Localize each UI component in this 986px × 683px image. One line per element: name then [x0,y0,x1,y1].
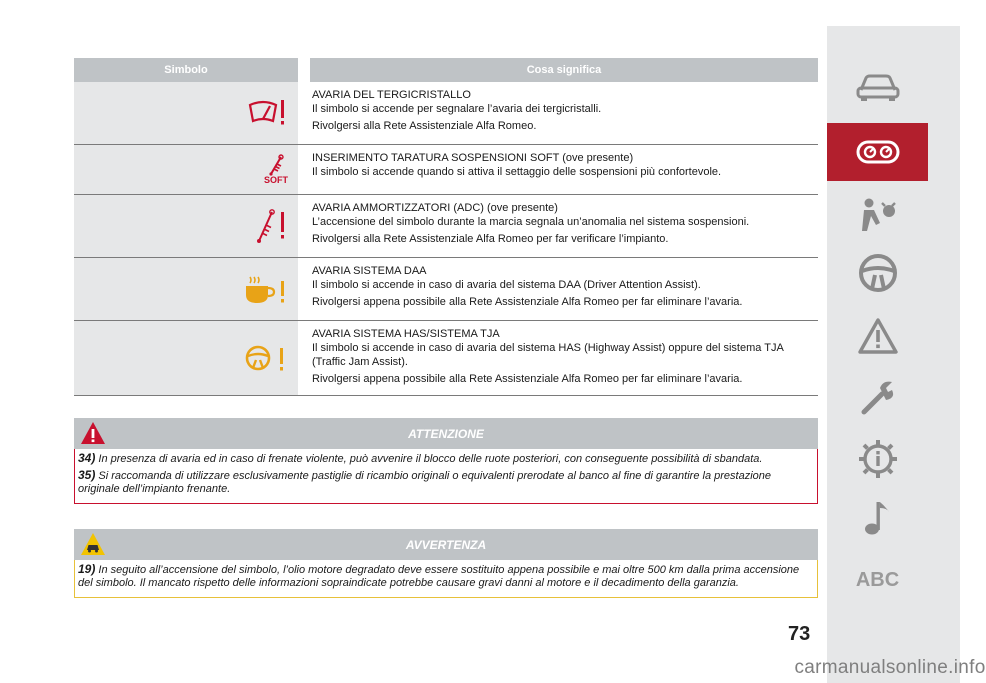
table-row [74,145,818,195]
table-header [74,58,818,82]
steering-wheel-warning-icon [244,342,288,374]
row-line: Rivolgersi appena possibile alla Rete Assistenziale Alfa Romeo per far eliminare l’avaria. [312,296,743,308]
nav-airbag-icon[interactable] [827,186,928,244]
shock-absorber-warning-icon [254,208,288,244]
row-line: L’accensione del simbolo durante la marcia segnala un’anomalia nel sistema sospensioni. [312,216,750,228]
soft-suspension-icon [264,154,288,185]
note-text: In seguito all’accensione del simbolo, l’olio motore degradato deve essere sostituito appena possibile e mai oltre 500 km dalla prima accensione del simbolo. Il mancato rispetto delle informazioni sopraindicate potrebbe causare gravi danni al motore e il decadimento della garanzia. [78,564,800,589]
table-row [74,195,818,258]
row-title: AVARIA SISTEMA HAS/SISTEMA TJA [312,328,500,340]
nav-dashboard-icon[interactable] [827,123,928,181]
header-meaning: Cosa significa [310,58,818,82]
nav-steering-wheel-icon[interactable] [827,244,928,302]
header-symbol: Simbolo [74,58,298,82]
page-number: 73 [788,623,811,645]
table-row [74,82,818,145]
car-caution-icon [80,532,106,561]
nav-car-icon[interactable] [827,58,928,116]
note-item [78,563,814,590]
row-line: Rivolgersi appena possibile alla Rete Assistenziale Alfa Romeo per far eliminare l’avaria. [312,373,743,385]
symbols-table [74,58,818,396]
soft-label: SOFT [264,175,288,185]
attenzione-title: ATTENZIONE [408,426,484,441]
nav-wrench-icon[interactable] [827,369,928,427]
avvertenza-box [74,529,818,598]
danger-triangle-icon [80,421,106,450]
note-item [78,452,814,466]
row-line: Il simbolo si accende in caso di avaria del sistema DAA (Driver Attention Assist). [312,279,701,291]
note-item [78,469,814,496]
row-title: INSERIMENTO TARATURA SOSPENSIONI SOFT (ove presente) [312,152,634,164]
nav-abc-item[interactable] [827,551,928,609]
row-line: Rivolgersi alla Rete Assistenziale Alfa Romeo per far verificare l’impianto. [312,233,669,245]
row-line: Il simbolo si accende in caso di avaria del sistema HAS (Highway Assist) oppure del sistema TJA (Traffic Jam Assist). [312,342,784,368]
row-title: AVARIA AMMORTIZZATORI (ADC) (ove presente) [312,202,558,214]
table-row [74,321,818,396]
watermark: carmanualsonline.info [794,656,986,678]
avvertenza-title: AVVERTENZA [405,537,487,552]
nav-gear-info-icon[interactable] [827,430,928,488]
coffee-cup-warning-icon [244,273,288,305]
row-line: Rivolgersi alla Rete Assistenziale Alfa Romeo. [312,120,537,132]
note-number: 34) [78,451,96,465]
attenzione-box [74,418,818,504]
row-line: Il simbolo si accende per segnalare l’avaria dei tergicristalli. [312,103,602,115]
row-title: AVARIA SISTEMA DAA [312,265,427,277]
note-text: Si raccomanda di utilizzare esclusivamente pastiglie di ricambio originali o equivalenti prerodate al banco al fine di garantire la prestazione originale dell’impianto frenante. [78,470,771,495]
note-number: 19) [78,562,96,576]
table-row [74,258,818,321]
nav-warning-triangle-icon[interactable] [827,307,928,365]
note-text: In presenza di avaria ed in caso di frenate violente, può avvenire il blocco delle ruote posteriori, con conseguente possibilità di sbandata. [98,453,763,465]
note-number: 35) [78,468,96,482]
windscreen-wiper-warning-icon [248,97,288,129]
chapter-sidebar [827,26,960,683]
abc-label: ABC [855,568,900,591]
row-title: AVARIA DEL TERGICRISTALLO [312,89,471,101]
nav-music-note-icon[interactable] [827,489,928,547]
row-line: Il simbolo si accende quando si attiva il settaggio delle sospensioni più confortevole. [312,166,722,178]
